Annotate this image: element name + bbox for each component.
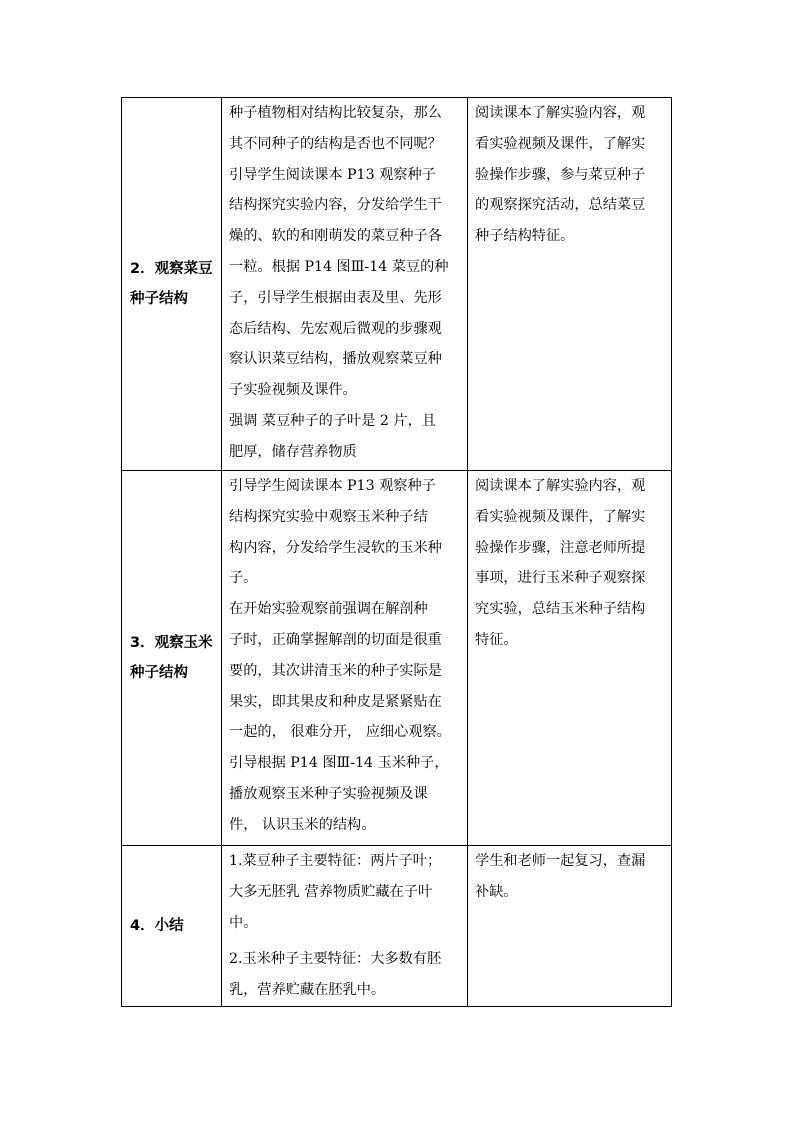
text-line: 肥厚，储存营养物质 [229,443,357,460]
teacher-paragraph [229,98,462,406]
text-line: 验操作步骤，注意老师所提 [475,539,646,556]
table-row [122,471,672,846]
student-activity-cell [468,471,672,846]
text-line: 大多无胚乳 营养物质贮藏在子叶 [229,883,433,900]
text-line: 中。 [229,914,258,931]
text-line: 子。 [229,570,258,587]
teacher-activity-cell [222,846,468,1007]
text-line: 件， 认识玉米的结构。 [229,816,376,833]
text-line: 学生和老师一起复习，查漏 [475,853,646,869]
student-activity-cell [468,846,672,1007]
text-line: 子实验视频及课件。 [229,382,357,399]
text-line: 引导学生阅读课本 P13 观察种子 [229,478,436,494]
text-line: 结构探究实验中观察玉米种子结 [229,508,428,525]
text-line: 强调 菜豆种子的子叶是 2 片，且 [229,412,436,429]
teacher-paragraph [229,594,462,840]
text-line: 果实，即其果皮和种皮是紧紧贴在 [229,693,442,710]
text-line: 补缺。 [475,883,518,900]
teacher-activity-cell [222,98,468,471]
step-label: 2．观察菜豆 [130,261,213,277]
teacher-paragraph [229,406,462,468]
text-line: 引导学生阅读课本 P13 观察种子 [229,166,436,183]
table-row [122,846,672,1007]
text-line: 结构探究实验内容，分发给学生干 [229,197,442,214]
text-line: 子，引导学生根据由表及里、先形 [229,289,442,306]
text-line: 乳，营养贮藏在胚乳中。 [229,982,386,999]
text-line: 要的，其次讲清玉米的种子实际是 [229,662,442,679]
text-line: 子时，正确掌握解剖的切面是很重 [229,631,442,648]
text-line: 一粒。根据 P14 图Ⅲ-14 菜豆的种 [229,258,449,275]
text-line: 看实验视频及课件，了解实 [475,508,646,525]
text-line: 事项，进行玉米种子观察探 [475,570,646,587]
teacher-paragraph [229,471,462,594]
text-line: 其不同种子的结构是否也不同呢？ [229,135,442,152]
text-line: 察认识菜豆结构，播放观察菜豆种 [229,351,442,368]
lesson-table [121,97,672,1007]
step-label: 种子结构 [130,291,188,307]
text-line: 种子植物相对结构比较复杂，那么 [229,105,442,121]
text-line: 一起的， 很难分开， 应细心观察。 [229,724,451,741]
text-line: 验操作步骤，参与菜豆种子 [475,166,646,183]
teacher-paragraph [229,944,462,1006]
text-line: 的观察探究活动，总结菜豆 [475,197,646,214]
text-line: 引导根据 P14 图Ⅲ-14 玉米种子， [229,755,449,772]
text-line: 燥的、软的和刚萌发的菜豆种子各 [229,228,442,245]
text-line: 特征。 [475,631,518,648]
text-line: 究实验，总结玉米种子结构 [475,601,646,618]
step-label: 种子结构 [130,665,188,681]
text-line: 构内容，分发给学生浸软的玉米种 [229,539,442,556]
step-label: 3．观察玉米 [130,635,213,651]
text-line: 2.玉米种子主要特征：大多数有胚 [229,951,442,968]
text-line: 播放观察玉米种子实验视频及课 [229,785,428,802]
teacher-paragraph [229,846,462,938]
text-line: 1.菜豆种子主要特征：两片子叶； [229,853,442,869]
text-line: 种子结构特征。 [475,228,575,245]
table-row [122,98,672,471]
teacher-activity-cell [222,471,468,846]
step-cell [122,98,222,471]
step-cell [122,471,222,846]
student-activity-cell [468,98,672,471]
text-line: 阅读课本了解实验内容，观 [475,478,646,494]
step-label: 4．小结 [130,917,184,934]
text-line: 阅读课本了解实验内容，观 [475,105,646,121]
text-line: 态后结构、先宏观后微观的步骤观 [229,320,442,337]
text-line: 看实验视频及课件，了解实 [475,135,646,152]
text-line: 在开始实验观察前强调在解剖种 [229,601,428,618]
step-cell [122,846,222,1007]
